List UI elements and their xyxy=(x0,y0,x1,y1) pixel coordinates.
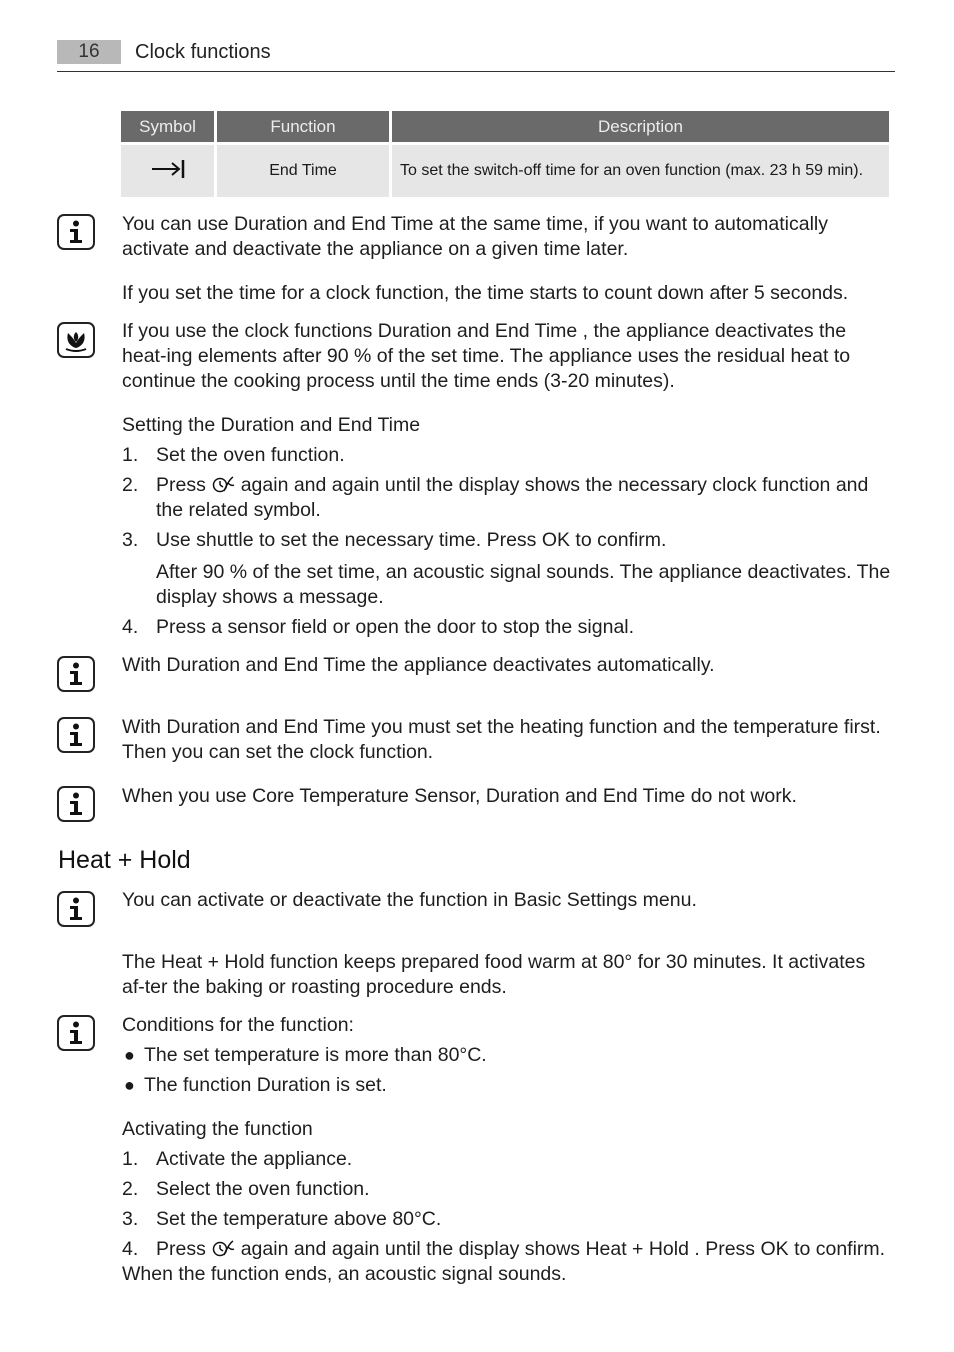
step-text: Use shuttle to set the necessary time. Press OK to confirm. xyxy=(156,529,667,551)
section-heading: Heat + Hold xyxy=(58,846,191,874)
step-text: Press again and again until the display shows the necessary clock function and the related symbol. xyxy=(156,474,869,521)
paragraph-text: The Heat + Hold function keeps prepared food warm at 80° for 30 minutes. It activates af-ter the baking or roasting procedure ends. xyxy=(122,951,866,998)
step-text: Set the oven function. xyxy=(156,444,345,466)
clock-button-icon xyxy=(211,1238,235,1258)
step-number: 4. xyxy=(122,1238,139,1260)
step-number: 3. xyxy=(122,529,139,551)
conditions-title: Conditions for the function: xyxy=(122,1014,354,1036)
step-number: 1. xyxy=(122,1148,139,1170)
info-icon xyxy=(57,891,95,927)
step-number: 2. xyxy=(122,1178,139,1200)
step-detail-text: After 90 % of the set time, an acoustic signal sounds. The appliance deactivates. The display shows a message. xyxy=(156,561,891,608)
page-header xyxy=(57,40,895,72)
list-item: The function Duration is set. xyxy=(144,1074,387,1096)
subsection-title: Setting the Duration and End Time xyxy=(122,414,421,436)
table-cell-function: End Time xyxy=(217,145,389,197)
note-text: With Duration and End Time you must set the heating function and the temperature first. Then you can set the clock function. xyxy=(122,716,881,763)
bullet: ● xyxy=(124,1075,135,1095)
page-number: 16 xyxy=(57,40,121,64)
note-text: When you use Core Temperature Sensor, Duration and End Time do not work. xyxy=(122,785,797,807)
column-header-symbol: Symbol xyxy=(121,111,214,142)
column-header-description: Description xyxy=(392,111,889,142)
note-text: You can use Duration and End Time at the same time, if you want to automatically activate and deactivate the appliance on a given time later. xyxy=(122,213,828,260)
table-row xyxy=(121,145,889,197)
column-header-function: Function xyxy=(217,111,389,142)
bullet: ● xyxy=(124,1045,135,1065)
note-text: With Duration and End Time the appliance deactivates automatically. xyxy=(122,654,715,676)
table-cell-description: To set the switch-off time for an oven function (max. 23 h 59 min). xyxy=(392,145,889,197)
table-cell-symbol xyxy=(121,145,214,197)
step-text: Set the temperature above 80°C. xyxy=(156,1208,442,1230)
info-icon xyxy=(57,1015,95,1051)
step-number: 3. xyxy=(122,1208,139,1230)
step-number: 2. xyxy=(122,474,139,496)
info-icon xyxy=(57,656,95,692)
paragraph-text: If you set the time for a clock function, the time starts to count down after 5 seconds. xyxy=(122,282,849,304)
eco-note-text: If you use the clock functions Duration and End Time , the appliance deactivates the heat-ing elements after 90 % of the set time. The appliance uses the residual heat to continue the cooking process until the time ends (3-20 minutes). xyxy=(122,320,851,392)
subsection-title: Activating the function xyxy=(122,1118,313,1140)
info-icon xyxy=(57,786,95,822)
table-header-row xyxy=(121,111,889,142)
step-number: 4. xyxy=(122,616,139,638)
step-text: Press a sensor field or open the door to stop the signal. xyxy=(156,616,635,638)
info-icon xyxy=(57,717,95,753)
list-item: The set temperature is more than 80°C. xyxy=(144,1044,487,1066)
info-icon xyxy=(57,214,95,250)
step-text: Activate the appliance. xyxy=(156,1148,353,1170)
eco-leaf-icon xyxy=(57,322,95,358)
step-text: Press again and again until the display shows Heat + Hold . Press OK to confirm. xyxy=(156,1238,886,1260)
step-continuation-text: When the function ends, an acoustic signal sounds. xyxy=(122,1263,567,1285)
step-text: Select the oven function. xyxy=(156,1178,370,1200)
clock-function-table xyxy=(118,108,892,200)
section-title: Clock functions xyxy=(135,41,271,63)
step-number: 1. xyxy=(122,444,139,466)
arrow-to-bar-icon xyxy=(150,158,186,180)
note-text: You can activate or deactivate the function in Basic Settings menu. xyxy=(122,889,697,911)
clock-button-icon xyxy=(211,474,235,494)
